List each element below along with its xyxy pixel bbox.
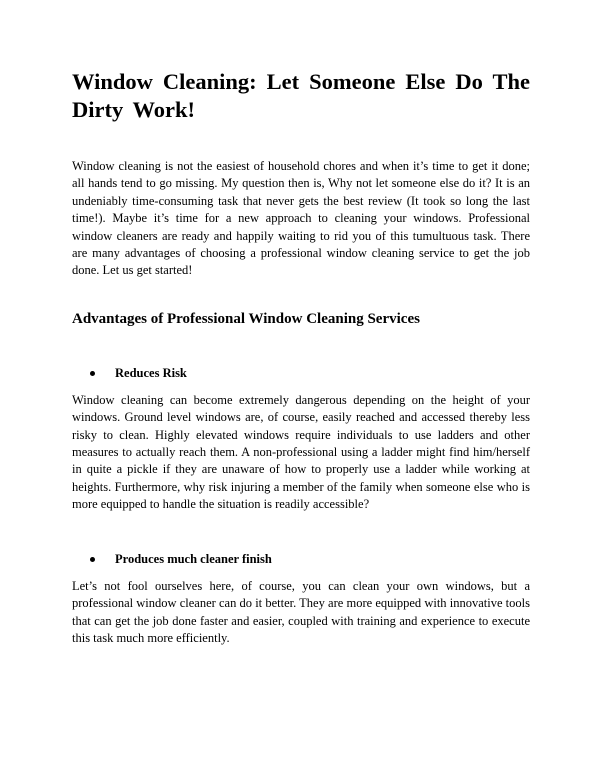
bullet-heading: Reduces Risk bbox=[115, 365, 187, 380]
bullet-reduces-risk bbox=[72, 365, 530, 382]
bullet-heading: Produces much cleaner finish bbox=[115, 551, 272, 566]
bullet-icon bbox=[90, 371, 95, 376]
cleaner-finish-paragraph: Let’s not fool ourselves here, of course, you can clean your own windows, but a professional window cleaner can do it better. They are more equipped with innovative tools that can get the job done faster and easier, coupled with training and experience to execute this task much more efficiently. bbox=[72, 578, 530, 645]
section-heading: Advantages of Professional Window Cleaning Services bbox=[72, 310, 420, 327]
bullet-cleaner-finish bbox=[72, 551, 530, 568]
bullet-icon bbox=[90, 557, 95, 562]
reduces-risk-paragraph: Window cleaning can become extremely dangerous depending on the height of your windows. Ground level windows are, of course, easily reached and accessed thereby less risky to clean. Highly elevated windows require individuals to use ladders and other measures to actually reach them. A non-professional using a ladder might find him/herself in quite a pickle if they are unaware of how to properly use a ladder while working at heights. Furthermore, why risk injuring a member of the family when someone else who is more equipped to handle the situation is readily accessible? bbox=[72, 392, 530, 512]
page-title: Window Cleaning: Let Someone Else Do The Dirty Work! bbox=[72, 69, 530, 122]
intro-paragraph: Window cleaning is not the easiest of household chores and when it’s time to get it done; all hands tend to go missing. My question then is, Why not let someone else do it? It is an undeniably time-consuming task that never gets the best review (It took so long the last time!). Maybe it’s time for a new approach to cleaning your windows. Professional window cleaners are ready and happily waiting to rid you of this tumultuous task. There are many advantages of choosing a professional window cleaning service to get the job done. Let us get started! bbox=[72, 159, 530, 278]
